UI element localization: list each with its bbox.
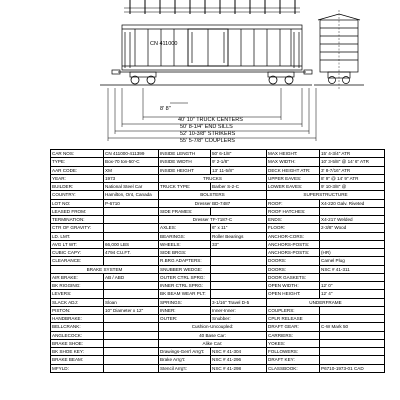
- table-cell: BRAKE BEAM:: [51, 356, 104, 364]
- table-cell: Cushion-Uncoupled:: [159, 323, 267, 331]
- table-cell: Drawings-Gen'l Arrg't:: [159, 348, 211, 356]
- table-cell: OUTER CTRL SPRG:: [159, 273, 211, 281]
- table-cell: [104, 323, 159, 331]
- table-cell: 12' 0": [320, 282, 385, 290]
- table-cell: AXLES:: [159, 224, 211, 232]
- table-cell: ROOF:: [267, 199, 320, 207]
- table-cell: 40 Base Car:: [159, 331, 267, 339]
- table-cell: (HR): [320, 249, 385, 257]
- table-row: [51, 216, 385, 224]
- table-row: [51, 323, 385, 331]
- table-cell: X4-217 Welded: [320, 216, 385, 224]
- table-cell: CAR NOS:: [51, 150, 104, 158]
- table-cell: CN 411000-411399: [104, 150, 159, 158]
- table-cell: Sloan: [104, 298, 159, 306]
- table-row: [51, 199, 385, 207]
- spec-table: [50, 149, 385, 373]
- table-row: [51, 183, 385, 191]
- table-row: [51, 282, 385, 290]
- table-cell: 9' 2-1/8": [211, 158, 267, 166]
- table-cell: 4794 CU.FT.: [104, 249, 159, 257]
- table-cell: BRAKE SYSTEM: [51, 265, 159, 273]
- table-cell: [211, 207, 267, 215]
- table-cell: 9' 10-3/8" @: [320, 183, 385, 191]
- table-cell: 2-3/8" Wood: [320, 224, 385, 232]
- table-cell: CLEARANCE:: [51, 257, 104, 265]
- table-cell: Alike Car:: [159, 339, 267, 347]
- table-cell: C-W Mark 50: [320, 323, 385, 331]
- table-cell: [320, 306, 385, 314]
- table-cell: [104, 339, 159, 347]
- table-cell: P-6710: [104, 199, 159, 207]
- table-cell: NSC # 41-298: [211, 364, 267, 372]
- dim-couplers: 55' 5-7/8" COUPLERS: [180, 138, 235, 144]
- end-elevation: [314, 10, 364, 90]
- table-cell: AB / ABD: [104, 273, 159, 281]
- roof-walk-detail: [124, 0, 300, 14]
- table-cell: WHEELS:: [159, 240, 211, 248]
- table-cell: [211, 273, 267, 281]
- car-body-side: [122, 25, 302, 70]
- table-cell: AAR CODE:: [51, 166, 104, 174]
- table-cell: [104, 224, 159, 232]
- table-cell: [211, 282, 267, 290]
- table-cell: AIR BRAKE:: [51, 273, 104, 281]
- table-cell: [104, 315, 159, 323]
- truck-left: [130, 72, 156, 84]
- table-cell: 12' 4": [320, 290, 385, 298]
- table-cell: BELLCRANK:: [51, 323, 104, 331]
- table-cell: PISTON:: [51, 306, 104, 314]
- table-row: [51, 364, 385, 372]
- table-cell: SPRINGS:: [159, 298, 211, 306]
- table-cell: BUILDER:: [51, 183, 104, 191]
- table-cell: 50' 6-1/8": [211, 150, 267, 158]
- table-row: [51, 158, 385, 166]
- table-cell: [320, 331, 385, 339]
- table-cell: [211, 290, 267, 298]
- table-cell: OPEN HEIGHT:: [267, 290, 320, 298]
- table-cell: BEARINGS:: [159, 232, 211, 240]
- table-cell: YOKES:: [267, 339, 320, 347]
- table-cell: AVG LT WT:: [51, 240, 104, 248]
- table-cell: Dresser BD-7487: [159, 199, 267, 207]
- table-cell: TERMINATION:: [51, 216, 104, 224]
- table-cell: SNUBBER WEDGE:: [159, 265, 211, 273]
- table-cell: OUTER:: [159, 315, 211, 323]
- table-cell: NSC # 41-311: [320, 265, 385, 273]
- table-cell: HANDBRAKE:: [51, 315, 104, 323]
- table-row: [51, 315, 385, 323]
- table-cell: Stencil Arrg't:: [159, 364, 211, 372]
- table-cell: CARRIERS:: [267, 331, 320, 339]
- table-cell: CTR OF GRAVITY:: [51, 224, 104, 232]
- table-cell: UPPER EAVES:: [267, 174, 320, 182]
- table-row: [51, 174, 385, 182]
- table-cell: [211, 265, 267, 273]
- table-cell: ANCHORS-POSTS:: [267, 249, 320, 257]
- table-cell: [104, 348, 159, 356]
- table-cell: Roller Bearings: [211, 232, 267, 240]
- table-row: [51, 257, 385, 265]
- table-cell: [104, 290, 159, 298]
- table-cell: DECK HEIGHT ATR:: [267, 166, 320, 174]
- table-row: [51, 331, 385, 339]
- table-cell: ANCHORS-POSTS:: [267, 240, 320, 248]
- table-cell: ANGLECOCK:: [51, 331, 104, 339]
- table-cell: [104, 282, 159, 290]
- dim-truck-centers: 40' 10" TRUCK CENTERS: [178, 117, 243, 123]
- table-cell: 33": [211, 240, 267, 248]
- table-row: [51, 356, 385, 364]
- table-cell: [320, 273, 385, 281]
- table-cell: [104, 257, 159, 265]
- table-cell: ANCHOR-CORS:: [267, 232, 320, 240]
- table-cell: UNDERFRAME: [267, 298, 385, 306]
- dim-inner-length: 8' 8": [160, 106, 171, 112]
- table-cell: BOLSTERS: [159, 191, 267, 199]
- table-cell: SLACK ADJ:: [51, 298, 104, 306]
- table-cell: 3-1/16" Travel D-5: [211, 298, 267, 306]
- table-cell: SIDE BRGS:: [159, 249, 211, 257]
- table-cell: XM: [104, 166, 159, 174]
- table-cell: DOORS:: [267, 265, 320, 273]
- table-row: [51, 224, 385, 232]
- table-cell: LOT NO:: [51, 199, 104, 207]
- table-cell: Barber S-2-C: [211, 183, 267, 191]
- table-cell: MFYLD:: [51, 364, 104, 372]
- table-cell: [320, 232, 385, 240]
- table-cell: FOLLOWERS:: [267, 348, 320, 356]
- table-cell: [211, 257, 267, 265]
- table-cell: TYPE:: [51, 158, 104, 166]
- table-cell: OPEN WIDTH:: [267, 282, 320, 290]
- truck-right: [268, 72, 294, 84]
- table-cell: [104, 331, 159, 339]
- table-cell: 6" x 11": [211, 224, 267, 232]
- table-cell: [104, 216, 159, 224]
- table-cell: Camel Plug: [320, 257, 385, 265]
- table-row: [51, 207, 385, 215]
- table-cell: INSIDE WIDTH: [159, 158, 211, 166]
- table-cell: Inner-Inner:: [211, 306, 267, 314]
- table-cell: INSIDE HEIGHT: [159, 166, 211, 174]
- table-cell: LEASED FROM:: [51, 207, 104, 215]
- table-cell: DRAFT KEY:: [267, 356, 320, 364]
- table-cell: BRAKE SHOE:: [51, 339, 104, 347]
- table-cell: BK RIGGING:: [51, 282, 104, 290]
- table-cell: COUPLERS:: [267, 306, 320, 314]
- table-cell: INNER:: [159, 306, 211, 314]
- table-cell: 13' 11-5/8": [211, 166, 267, 174]
- table-row: [51, 166, 385, 174]
- table-cell: [104, 232, 159, 240]
- table-cell: CUBIC CAPY:: [51, 249, 104, 257]
- table-cell: [104, 364, 159, 372]
- table-cell: Box-70 ton-50'-C: [104, 158, 159, 166]
- table-cell: CLASSBOOK:: [267, 364, 320, 372]
- table-cell: DOOR GASKETS:: [267, 273, 320, 281]
- table-cell: 3' 8-7/16" ATR: [320, 166, 385, 174]
- table-row: [51, 249, 385, 257]
- table-cell: 66,000 LBS: [104, 240, 159, 248]
- dim-strikers: 52' 10-3/8" STRIKERS: [180, 131, 236, 137]
- table-cell: COUNTRY:: [51, 191, 104, 199]
- table-cell: [320, 339, 385, 347]
- table-cell: LD. LMT.: [51, 232, 104, 240]
- table-cell: [320, 240, 385, 248]
- table-cell: SUPERSTRUCTURE: [267, 191, 385, 199]
- table-cell: ENDS:: [267, 216, 320, 224]
- table-cell: 1973: [104, 174, 159, 182]
- dim-end-sills: 50' 8-1/4" END SILLS: [180, 124, 233, 130]
- table-cell: TRUCK TYPE:: [159, 183, 211, 191]
- table-cell: 15' 4-3/4" ATR: [320, 150, 385, 158]
- table-cell: 10' 3-5/8" @ 14' 6" ATR: [320, 158, 385, 166]
- table-cell: Brake Arrg't:: [159, 356, 211, 364]
- table-row: [51, 273, 385, 281]
- table-row: [51, 339, 385, 347]
- boxcar-elevation-drawing: [0, 0, 400, 148]
- table-row: [51, 290, 385, 298]
- table-cell: 8' 9" @ 14' 9" ATR: [320, 174, 385, 182]
- table-cell: BK BEAM WEAR PLT:: [159, 290, 211, 298]
- table-cell: INNER CTRL SPRG:: [159, 282, 211, 290]
- table-cell: LEVERS:: [51, 290, 104, 298]
- table-cell: ROOF HATCHES:: [267, 207, 320, 215]
- table-row: [51, 191, 385, 199]
- table-cell: LOWER EAVES:: [267, 183, 320, 191]
- table-cell: [320, 356, 385, 364]
- table-cell: [104, 207, 159, 215]
- table-row: [51, 265, 385, 273]
- table-cell: MAX HEIGHT:: [267, 150, 320, 158]
- table-cell: 10" Diameter x 12": [104, 306, 159, 314]
- table-cell: MAX WIDTH:: [267, 158, 320, 166]
- table-cell: YEAR:: [51, 174, 104, 182]
- table-cell: BK SHOE KEY:: [51, 348, 104, 356]
- table-cell: [320, 207, 385, 215]
- table-cell: Dresser TF-7187-C: [159, 216, 267, 224]
- table-cell: DRAFT GEAR:: [267, 323, 320, 331]
- table-cell: CPLR RELEASE: [267, 315, 320, 323]
- table-cell: NSC # 41-304: [211, 348, 267, 356]
- table-cell: Hamilton, Ont, Canada: [104, 191, 159, 199]
- table-cell: SIDE FRAMES:: [159, 207, 211, 215]
- table-cell: FLOOR:: [267, 224, 320, 232]
- table-row: [51, 306, 385, 314]
- table-cell: X4-220 Galv. Riveted: [320, 199, 385, 207]
- table-cell: DOORS:: [267, 257, 320, 265]
- table-cell: P6710-1973-01 CAD: [320, 364, 385, 372]
- spec-table-body: [51, 150, 385, 373]
- table-row: [51, 150, 385, 158]
- table-row: [51, 298, 385, 306]
- table-cell: NSC # 41-296: [211, 356, 267, 364]
- table-cell: TRUCKS: [159, 174, 267, 182]
- table-cell: [320, 315, 385, 323]
- car-number-stencil: CN 411000: [150, 41, 178, 47]
- table-cell: National Steel Car: [104, 183, 159, 191]
- table-row: [51, 232, 385, 240]
- table-cell: [320, 348, 385, 356]
- table-cell: R.BRG ADAPTERS:: [159, 257, 211, 265]
- table-cell: Snubber:: [211, 315, 267, 323]
- table-cell: [104, 356, 159, 364]
- table-row: [51, 240, 385, 248]
- table-row: [51, 348, 385, 356]
- table-cell: INSIDE LENGTH: [159, 150, 211, 158]
- table-cell: [211, 249, 267, 257]
